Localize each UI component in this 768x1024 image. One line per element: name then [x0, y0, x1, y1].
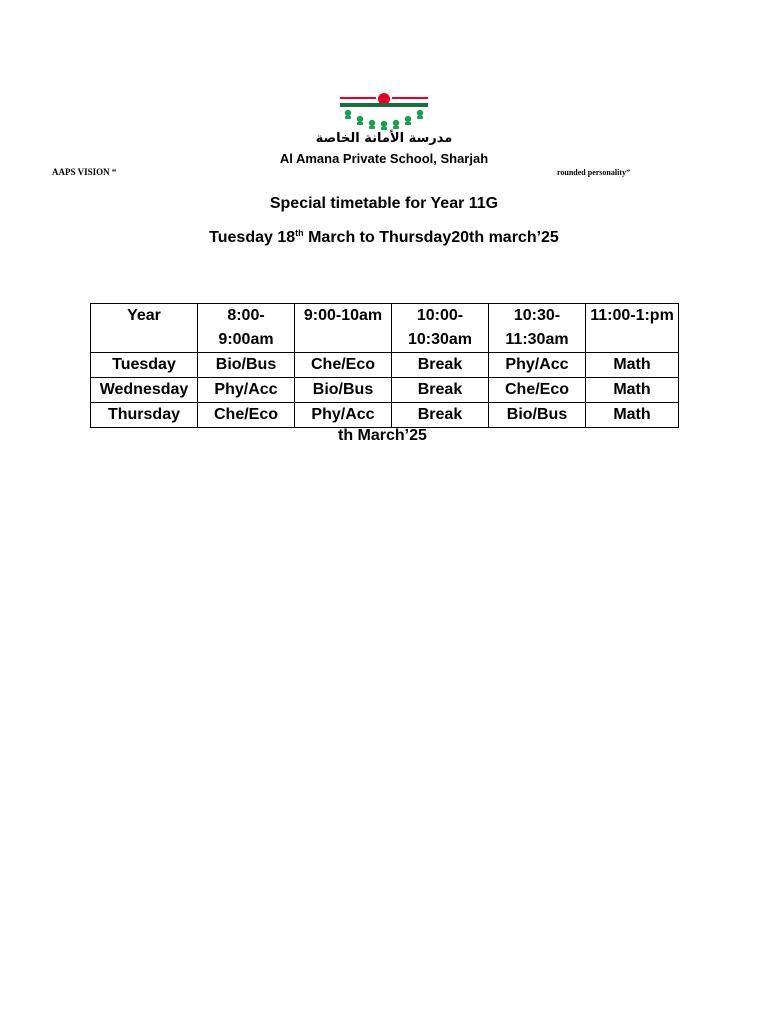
- vision-text-left: AAPS VISION “: [52, 167, 117, 177]
- table-cell: Phy/Acc: [489, 353, 586, 378]
- table-cell: Math: [586, 378, 679, 403]
- header-slot-2: 9:00-10am: [295, 304, 392, 353]
- header-slot-3: 10:00-10:30am: [392, 304, 489, 353]
- row-day: Tuesday: [91, 353, 198, 378]
- table-cell: Math: [586, 403, 679, 428]
- date-range-end: March to Thursday20th march’25: [303, 229, 559, 246]
- date-range-start: Tuesday 18: [209, 229, 296, 246]
- header-slot-1: 8:00-9:00am: [198, 304, 295, 353]
- table-row: [91, 403, 679, 428]
- row-day: Thursday: [91, 403, 198, 428]
- table-cell: Break: [392, 353, 489, 378]
- date-range: [0, 229, 768, 247]
- table-cell: Che/Eco: [295, 353, 392, 378]
- table-cell: Bio/Bus: [295, 378, 392, 403]
- date-range-ordinal: th: [295, 228, 304, 238]
- header-year: Year: [91, 304, 198, 353]
- school-logo: [334, 92, 434, 134]
- table-header-row: [91, 304, 679, 353]
- row-day: Wednesday: [91, 378, 198, 403]
- table-cell: Math: [586, 353, 679, 378]
- timetable: [90, 303, 679, 428]
- table-cell: Che/Eco: [198, 403, 295, 428]
- table-row: [91, 353, 679, 378]
- table-cell: Phy/Acc: [198, 378, 295, 403]
- table-cell: Phy/Acc: [295, 403, 392, 428]
- vision-text-right: rounded personality”: [557, 168, 630, 177]
- table-cell: Break: [392, 378, 489, 403]
- table-row: [91, 378, 679, 403]
- school-name: Al Amana Private School, Sharjah: [279, 151, 489, 166]
- table-cell: Bio/Bus: [489, 403, 586, 428]
- page-title: Special timetable for Year 11G: [269, 195, 499, 212]
- table-cell: Break: [392, 403, 489, 428]
- school-name-arabic: مدرسة الأمانة الخاصة: [315, 131, 453, 146]
- header-slot-5: 11:00-1:pm: [586, 304, 679, 353]
- table-cell: Che/Eco: [489, 378, 586, 403]
- table-cell: Bio/Bus: [198, 353, 295, 378]
- footnote-text: th March’25: [338, 427, 427, 444]
- header-slot-4: 10:30-11:30am: [489, 304, 586, 353]
